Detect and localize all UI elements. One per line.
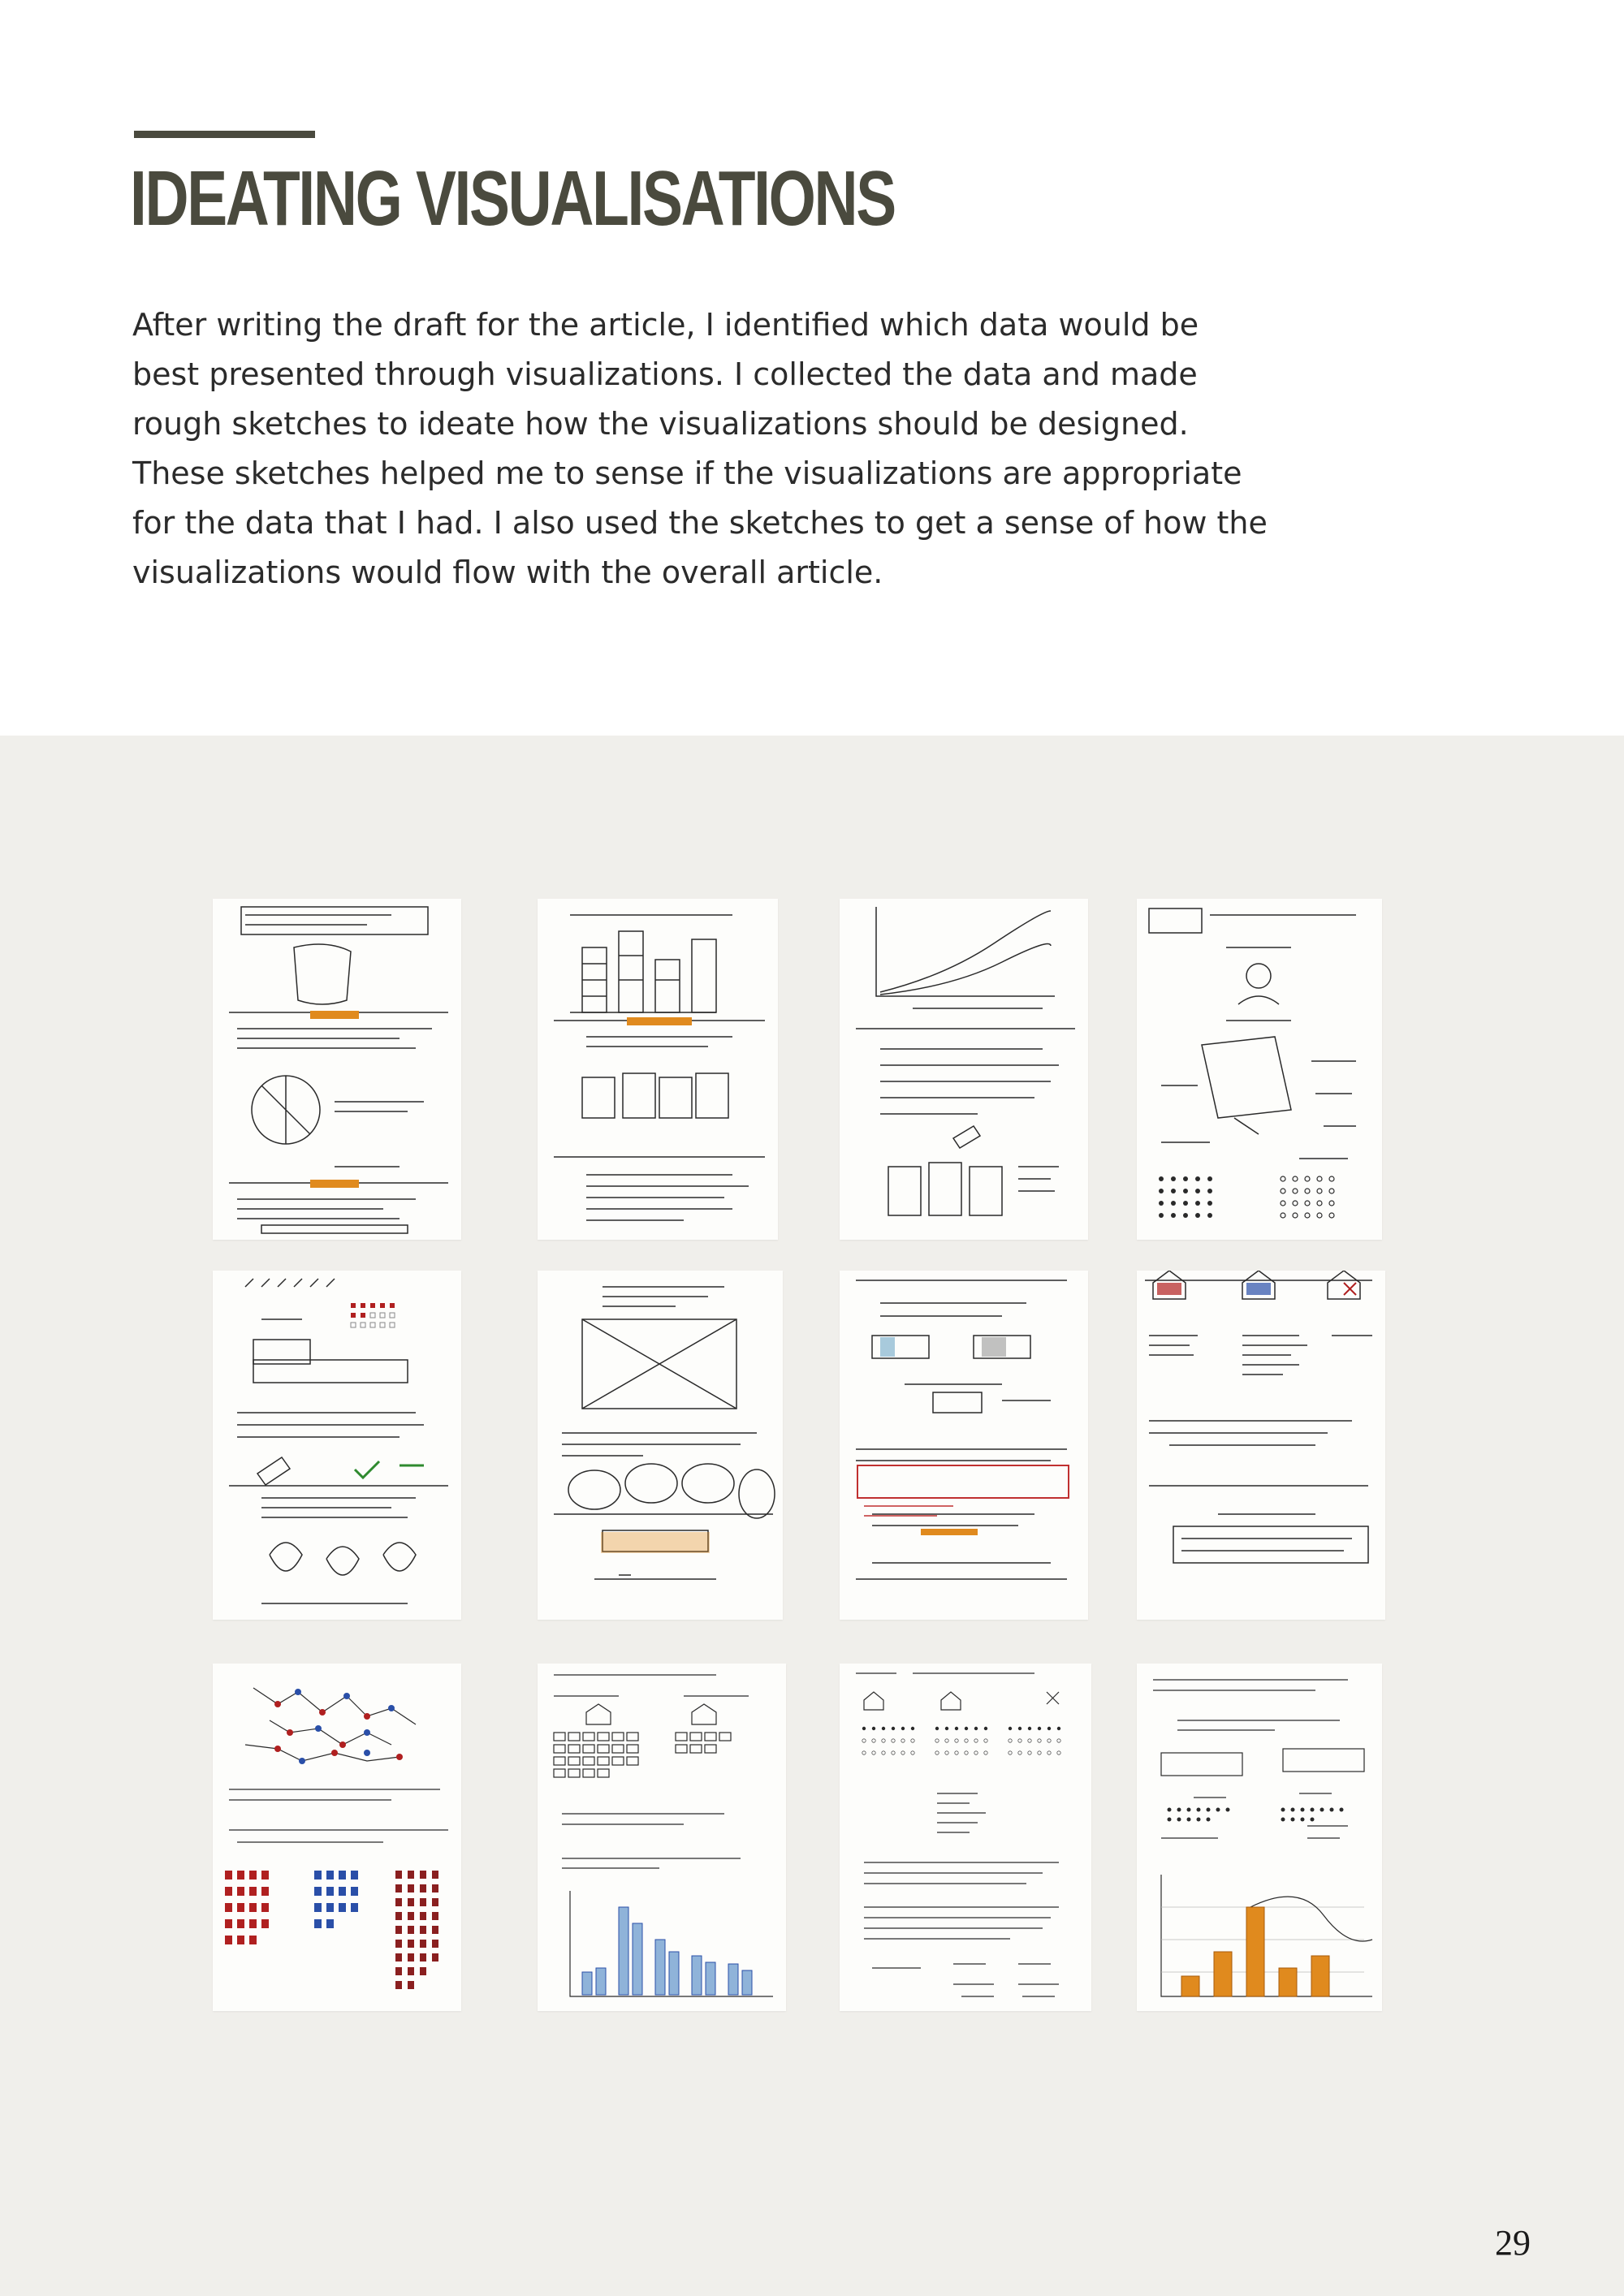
sketch-9 bbox=[213, 1664, 461, 2011]
sketch-drawing bbox=[213, 1271, 461, 1620]
intro-line: for the data that I had. I also used the sketches to get a sense of how the bbox=[132, 505, 1268, 541]
title-accent-rule bbox=[134, 131, 315, 138]
sketch-drawing bbox=[213, 899, 461, 1240]
intro-paragraph bbox=[132, 300, 1285, 598]
sketch-drawing bbox=[1137, 899, 1382, 1240]
sketch-4 bbox=[1137, 899, 1382, 1240]
sketch-3 bbox=[840, 899, 1088, 1240]
sketch-8 bbox=[1137, 1271, 1385, 1620]
intro-line: best presented through visualizations. I collected the data and made bbox=[132, 356, 1198, 392]
page-title: IDEATING VISUALISATIONS bbox=[130, 155, 895, 242]
intro-line: These sketches helped me to sense if the visualizations are appropriate bbox=[132, 455, 1242, 491]
sketch-drawing bbox=[840, 899, 1088, 1240]
sketch-drawing bbox=[538, 1271, 783, 1620]
sketch-drawing bbox=[1137, 1664, 1382, 2011]
intro-line: visualizations would flow with the overall article. bbox=[132, 555, 883, 590]
sketch-gallery bbox=[0, 736, 1624, 2296]
sketch-5 bbox=[213, 1271, 461, 1620]
sketch-drawing bbox=[213, 1664, 461, 2011]
sketch-drawing bbox=[1137, 1271, 1385, 1620]
page-number: 29 bbox=[1495, 2223, 1531, 2263]
sketch-drawing bbox=[538, 1664, 786, 2011]
sketch-drawing bbox=[840, 1664, 1091, 2011]
intro-line: After writing the draft for the article, I identified which data would be bbox=[132, 307, 1199, 343]
sketch-drawing bbox=[538, 899, 778, 1240]
sketch-10 bbox=[538, 1664, 786, 2011]
sketch-2 bbox=[538, 899, 778, 1240]
sketch-7 bbox=[840, 1271, 1088, 1620]
sketch-6 bbox=[538, 1271, 783, 1620]
sketch-12 bbox=[1137, 1664, 1382, 2011]
sketch-1 bbox=[213, 899, 461, 1240]
intro-line: rough sketches to ideate how the visualizations should be designed. bbox=[132, 406, 1189, 442]
sketch-drawing bbox=[840, 1271, 1088, 1620]
sketch-11 bbox=[840, 1664, 1091, 2011]
